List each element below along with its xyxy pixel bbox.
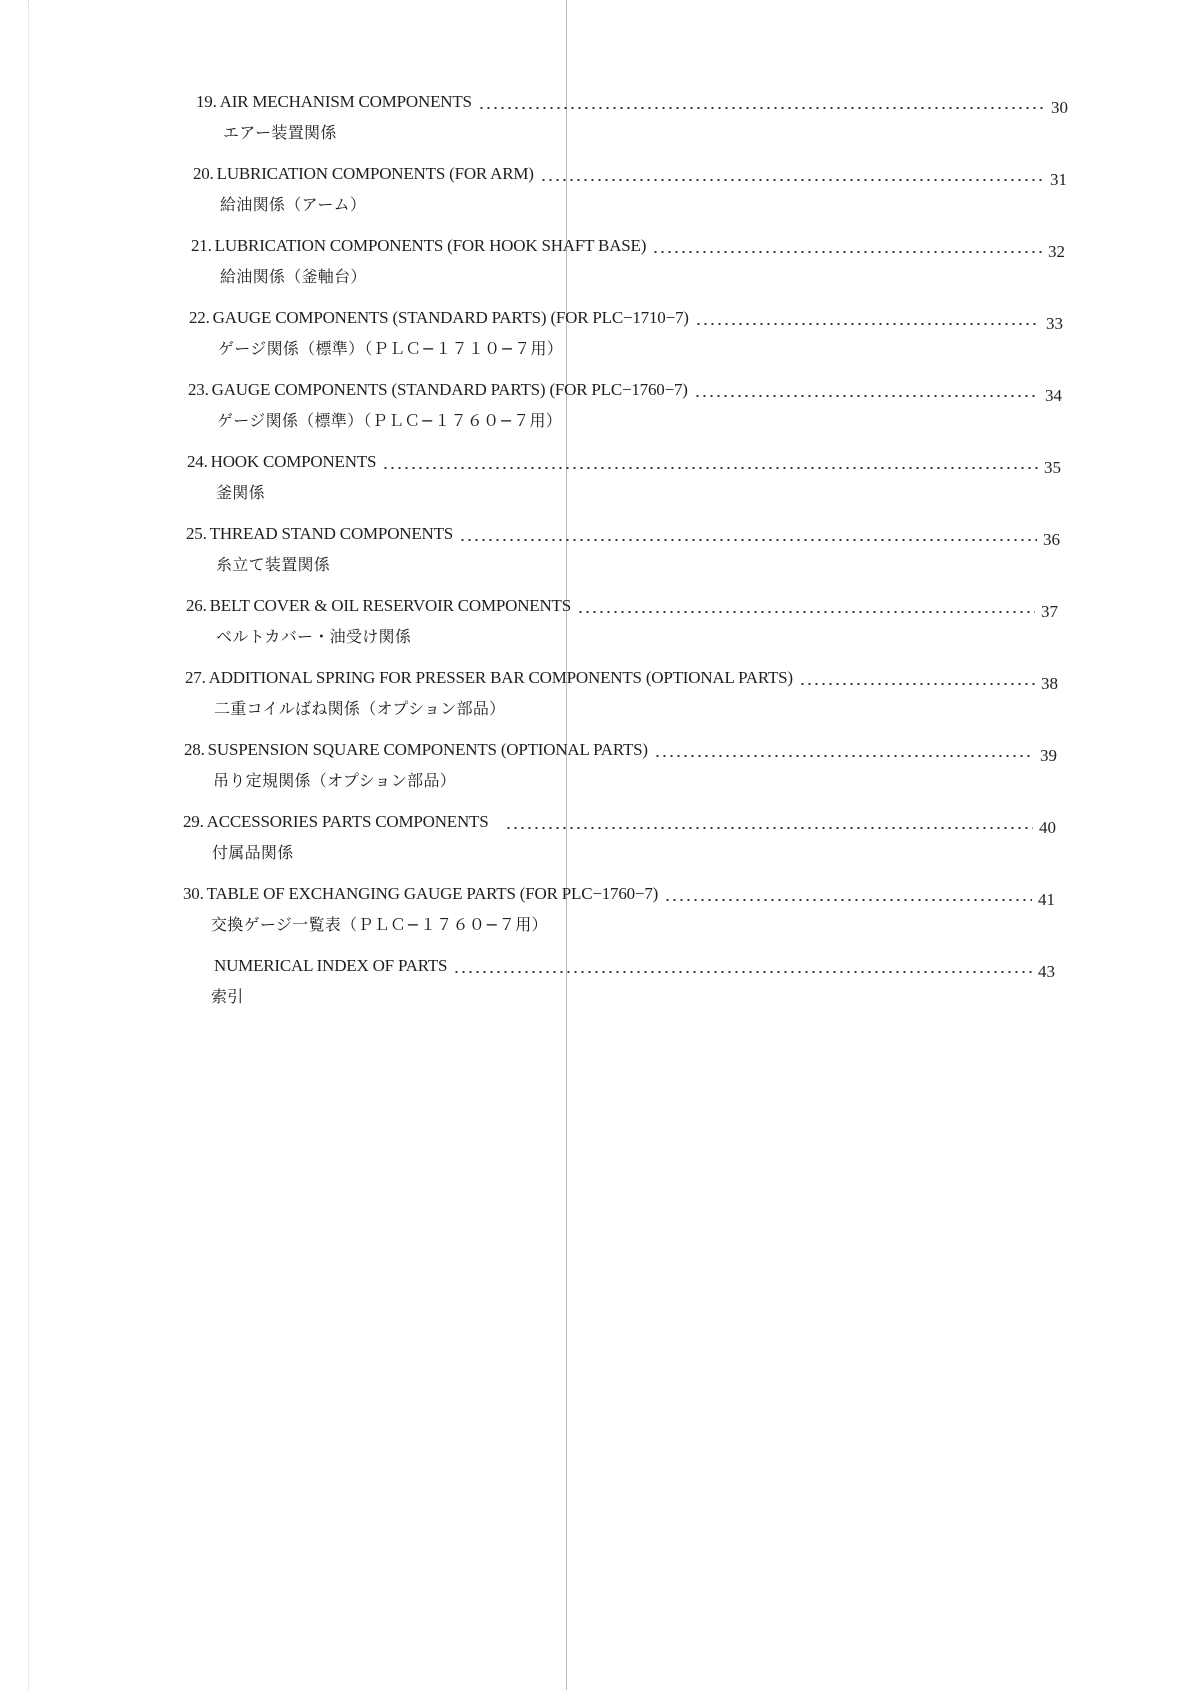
toc-entry-title: GAUGE COMPONENTS (STANDARD PARTS) (FOR PLC−1760−7) [211, 380, 688, 399]
toc-entry-number: 24. [187, 452, 208, 471]
toc-entry-page: 36 [1043, 530, 1060, 549]
toc-entry-number: 20. [193, 164, 214, 183]
toc-entry-line [188, 374, 1062, 405]
toc-entry-page: 32 [1048, 242, 1065, 261]
dot-leader [453, 956, 1032, 976]
dot-leader [505, 812, 1034, 832]
toc-entry-number: 26. [186, 596, 207, 615]
toc-entry-title: SUSPENSION SQUARE COMPONENTS (OPTIONAL PARTS) [207, 740, 648, 759]
toc-entry-title: THREAD STAND COMPONENTS [209, 524, 454, 543]
toc-entry-subtitle-jp: 付属品関係 [212, 843, 294, 862]
toc-entry-title: AIR MECHANISM COMPONENTS [219, 92, 472, 111]
toc-entry-line [187, 446, 1061, 477]
toc-entry-number: 27. [185, 668, 206, 687]
dot-leader [478, 92, 1045, 112]
toc-entry-title: TABLE OF EXCHANGING GAUGE PARTS (FOR PLC−1760−7) [206, 884, 659, 903]
dot-leader [654, 740, 1034, 760]
toc-entry-page: 37 [1041, 602, 1058, 621]
toc-entry-19 [196, 86, 1068, 143]
toc-entry-page: 30 [1051, 98, 1068, 117]
toc-entry-page: 34 [1045, 386, 1062, 405]
toc-entry-number: 25. [186, 524, 207, 543]
toc-entry-line [186, 518, 1060, 549]
toc-entry-line [196, 86, 1068, 117]
toc-entry-number: 21. [191, 236, 212, 255]
toc-entry-title: LUBRICATION COMPONENTS (FOR ARM) [216, 164, 534, 183]
toc-entry-subtitle-jp: 吊り定規関係（オプション部品） [213, 771, 457, 790]
toc-entry-number: 23. [188, 380, 209, 399]
toc-entry-20 [193, 158, 1067, 215]
toc-entry-subtitle-jp: 交換ゲージ一覧表（ＰＬＣ−１７６０−７用） [211, 915, 548, 934]
toc-entry-number: 29. [183, 812, 204, 831]
dot-leader [695, 308, 1040, 328]
toc-entry-29 [183, 806, 1056, 863]
toc-entry-line [184, 734, 1057, 765]
toc-entry-subtitle-jp: 索引 [211, 987, 244, 1006]
toc-entry-page: 39 [1040, 746, 1057, 765]
toc-entry-25 [186, 518, 1060, 575]
dot-leader [694, 380, 1039, 400]
toc-entry-subtitle-jp: 給油関係（アーム） [220, 195, 367, 214]
toc-entry-line [211, 950, 1055, 981]
dot-leader [540, 164, 1044, 184]
toc-entry-subtitle-jp: 釜関係 [216, 483, 265, 502]
toc-entry-subtitle-jp: ゲージ関係（標準）（ＰＬＣ−１７１０−７用） [218, 339, 564, 358]
toc-entry-line [191, 230, 1065, 261]
toc-entry-subtitle-jp: ゲージ関係（標準）（ＰＬＣ−１７６０−７用） [217, 411, 563, 430]
toc-entry-subtitle-jp: エアー装置関係 [223, 123, 337, 142]
toc-entry-title: NUMERICAL INDEX OF PARTS [214, 956, 448, 975]
toc-entry-page: 41 [1038, 890, 1055, 909]
toc-entry-line [193, 158, 1067, 189]
dot-leader [382, 452, 1038, 472]
toc-entry-title: BELT COVER & OIL RESERVOIR COMPONENTS [209, 596, 571, 615]
toc-entry-page: 35 [1044, 458, 1061, 477]
dot-leader [664, 884, 1032, 904]
toc-entry-line [183, 878, 1055, 909]
toc-entry-subtitle-jp: ベルトカバー・油受け関係 [216, 627, 412, 646]
toc-entry-30 [183, 878, 1055, 935]
toc-entry-27 [185, 662, 1058, 719]
dot-leader [799, 668, 1035, 688]
toc-entry-number: 30. [183, 884, 204, 903]
toc-entry-number: 19. [196, 92, 217, 111]
scan-edge-line [28, 0, 29, 1690]
toc-entry-page: 31 [1050, 170, 1067, 189]
dot-leader [459, 524, 1037, 544]
toc-entry-subtitle-jp: 二重コイルばね関係（オプション部品） [214, 699, 506, 718]
toc-entry-28 [184, 734, 1057, 791]
toc-entry-title: ACCESSORIES PARTS COMPONENTS [206, 812, 489, 831]
toc-entry-page: 38 [1041, 674, 1058, 693]
toc-entry-line [186, 590, 1058, 621]
toc-entry-title: HOOK COMPONENTS [210, 452, 377, 471]
toc-entry-line [189, 302, 1063, 333]
toc-entry-index [211, 950, 1055, 1007]
toc-entry-number: 22. [189, 308, 210, 327]
toc-entry-title: ADDITIONAL SPRING FOR PRESSER BAR COMPONENTS (OPTIONAL PARTS) [208, 668, 793, 687]
toc-entry-24 [187, 446, 1061, 503]
toc-entry-21 [191, 230, 1065, 287]
dot-leader [577, 596, 1035, 616]
toc-entry-26 [186, 590, 1058, 647]
toc-entry-line [183, 806, 1056, 837]
toc-entry-number: 28. [184, 740, 205, 759]
toc-entry-22 [189, 302, 1063, 359]
toc-entry-line [185, 662, 1058, 693]
toc-entry-title: GAUGE COMPONENTS (STANDARD PARTS) (FOR PLC−1710−7) [212, 308, 689, 327]
toc-entry-subtitle-jp: 糸立て装置関係 [216, 555, 331, 574]
toc-entry-page: 33 [1046, 314, 1063, 333]
toc-entry-page: 40 [1039, 818, 1056, 837]
toc-entry-page: 43 [1038, 962, 1055, 981]
dot-leader [652, 236, 1042, 256]
toc-entry-subtitle-jp: 給油関係（釜軸台） [220, 267, 367, 286]
toc-entry-23 [188, 374, 1062, 431]
toc-entry-title: LUBRICATION COMPONENTS (FOR HOOK SHAFT BASE) [214, 236, 647, 255]
